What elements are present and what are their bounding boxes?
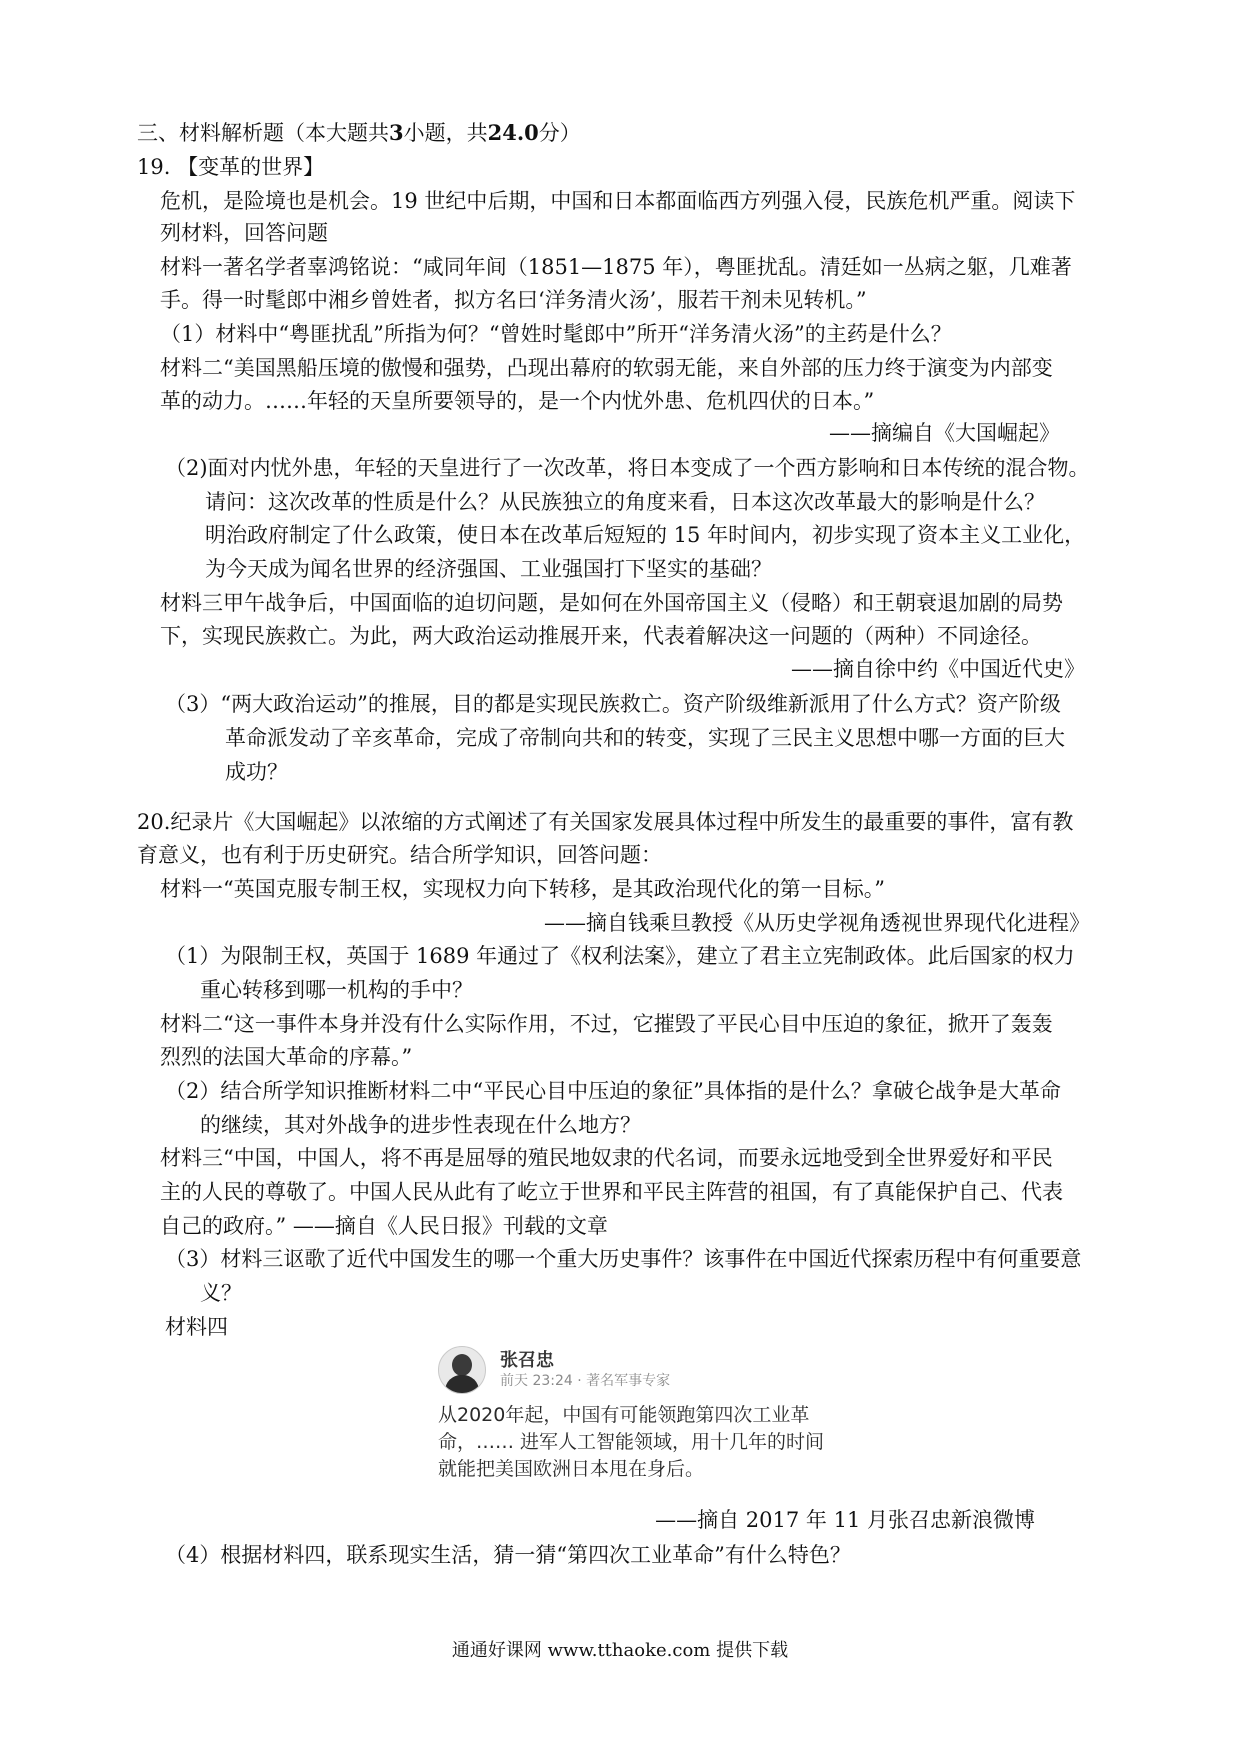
- weibo-post-meta: 前天 23:24 · 著名军事专家: [500, 1373, 671, 1389]
- q19-question-3-line-2: 革命派发动了辛亥革命，完成了帝制向共和的转变，实现了三民主义思想中哪一方面的巨大: [225, 726, 1065, 750]
- q20-material-4-label: 材料四: [165, 1315, 228, 1339]
- q20-material-1: 材料一“英国克服专制王权，实现权力向下转移，是其政治现代化的第一目标。”: [160, 877, 885, 901]
- q19-material-3-line-1: 材料三甲午战争后，中国面临的迫切问题，是如何在外国帝国主义（侵略）和王朝衰退加剧的局势: [160, 591, 1063, 615]
- q19-material-2-line-1: 材料二“美国黑船压境的傲慢和强势，凸现出幕府的软弱无能，来自外部的压力终于演变为内部变: [160, 356, 1053, 380]
- q19-question-2-line-2: 请问：这次改革的性质是什么？从民族独立的角度来看，日本这次改革最大的影响是什么？: [205, 490, 1045, 514]
- q20-material-2-line-1: 材料二“这一事件本身并没有什么实际作用，不过，它摧毁了平民心目中压迫的象征，掀开了轰轰: [160, 1012, 1053, 1036]
- q19-question-3-line-1: （3）“两大政治运动”的推展，目的都是实现民族救亡。资产阶级维新派用了什么方式？资产阶级: [165, 692, 1061, 716]
- page-footer: 通通好课网 www.tthaoke.com 提供下载: [451, 1640, 789, 1661]
- q19-material-2-source: ——摘编自《大国崛起》: [829, 421, 1060, 445]
- q19-question-2-line-3: 明治政府制定了什么政策，使日本在改革后短短的 15 年时间内，初步实现了资本主义工业化，: [205, 523, 1086, 547]
- question-19-heading: 19. 【变革的世界】: [137, 155, 325, 179]
- q19-material-1-line-1: 材料一著名学者辜鸿铭说：“咸同年间（1851—1875 年），粤匪扰乱。清廷如一丛病之躯，几难著: [160, 255, 1072, 279]
- q20-intro-line-2: 育意义，也有利于历史研究。结合所学知识，回答问题：: [137, 843, 662, 867]
- section-title: 三、材料解析题（本大题共3小题，共24.0分）: [137, 120, 581, 145]
- q19-intro-line-2: 列材料，回答问题: [160, 221, 328, 245]
- q19-material-1-line-2: 手。得一时髦郎中湘乡曾姓者，拟方名曰‘洋务清火汤’，服若干剂未见转机。”: [160, 288, 867, 312]
- q20-question-3-line-2: 义？: [200, 1281, 242, 1305]
- q20-material-1-source: ——摘自钱乘旦教授《从历史学视角透视世界现代化进程》: [544, 911, 1090, 935]
- weibo-text-line-3: 就能把美国欧洲日本甩在身后。: [438, 1458, 705, 1480]
- weibo-post-text: [438, 1402, 825, 1483]
- q19-question-3-line-3: 成功？: [225, 760, 288, 784]
- q20-material-2-line-2: 烈烈的法国大革命的序幕。”: [160, 1045, 413, 1069]
- q19-question-2-line-4: 为今天成为闻名世界的经济强国、工业强国打下坚实的基础？: [205, 557, 772, 581]
- q20-material-4-source: ——摘自 2017 年 11 月张召忠新浪微博: [655, 1508, 1035, 1532]
- avatar: [438, 1346, 486, 1394]
- q19-question-1: （1）材料中“粤匪扰乱”所指为何？“曾姓时髦郎中”所开“洋务清火汤”的主药是什么？: [160, 322, 952, 346]
- q20-question-3-line-1: （3）材料三讴歌了近代中国发生的哪一个重大历史事件？该事件在中国近代探索历程中有何重要意: [165, 1247, 1082, 1271]
- q20-material-3-line-1: 材料三“中国，中国人，将不再是屈辱的殖民地奴隶的代名词，而要永远地受到全世界爱好和平民: [160, 1146, 1053, 1170]
- weibo-author-name: 张召忠: [500, 1350, 554, 1371]
- q20-material-3-line-3: 自己的政府。” ——摘自《人民日报》刊载的文章: [160, 1214, 608, 1238]
- weibo-post-image: [430, 1338, 825, 1488]
- q20-intro-line-1: 20.纪录片《大国崛起》以浓缩的方式阐述了有关国家发展具体过程中所发生的最重要的事件，富有教: [137, 810, 1074, 834]
- q20-question-4: （4）根据材料四，联系现实生活，猜一猜“第四次工业革命”有什么特色？: [165, 1543, 851, 1567]
- q20-question-2-line-1: （2）结合所学知识推断材料二中“平民心目中压迫的象征”具体指的是什么？拿破仑战争是大革命: [165, 1079, 1061, 1103]
- q20-question-2-line-2: 的继续，其对外战争的进步性表现在什么地方？: [200, 1113, 641, 1137]
- q20-material-3-line-2: 主的人民的尊敬了。中国人民从此有了屹立于世界和平民主阵营的祖国，有了真能保护自己、代表: [160, 1180, 1063, 1204]
- q19-material-3-line-2: 下，实现民族救亡。为此，两大政治运动推展开来，代表着解决这一问题的（两种）不同途径。: [160, 624, 1042, 648]
- q19-intro-line-1: 危机，是险境也是机会。19 世纪中后期，中国和日本都面临西方列强入侵，民族危机严重。阅读下: [160, 189, 1076, 213]
- q19-material-2-line-2: 革的动力。……年轻的天皇所要领导的，是一个内忧外患、危机四伏的日本。”: [160, 389, 875, 413]
- q19-material-3-source: ——摘自徐中约《中国近代史》: [791, 657, 1085, 681]
- weibo-text-line-1: 从2020年起，中国有可能领跑第四次工业革: [438, 1404, 810, 1426]
- q20-question-1-line-2: 重心转移到哪一机构的手中？: [200, 978, 473, 1002]
- weibo-text-line-2: 命，…… 进军人工智能领域，用十几年的时间: [438, 1431, 825, 1453]
- q20-question-1-line-1: （1）为限制王权，英国于 1689 年通过了《权利法案》，建立了君主立宪制政体。此后国家的权力: [165, 944, 1075, 968]
- q19-question-2-line-1: （2)面对内忧外患，年轻的天皇进行了一次改革，将日本变成了一个西方影响和日本传统的混合物。: [165, 456, 1090, 480]
